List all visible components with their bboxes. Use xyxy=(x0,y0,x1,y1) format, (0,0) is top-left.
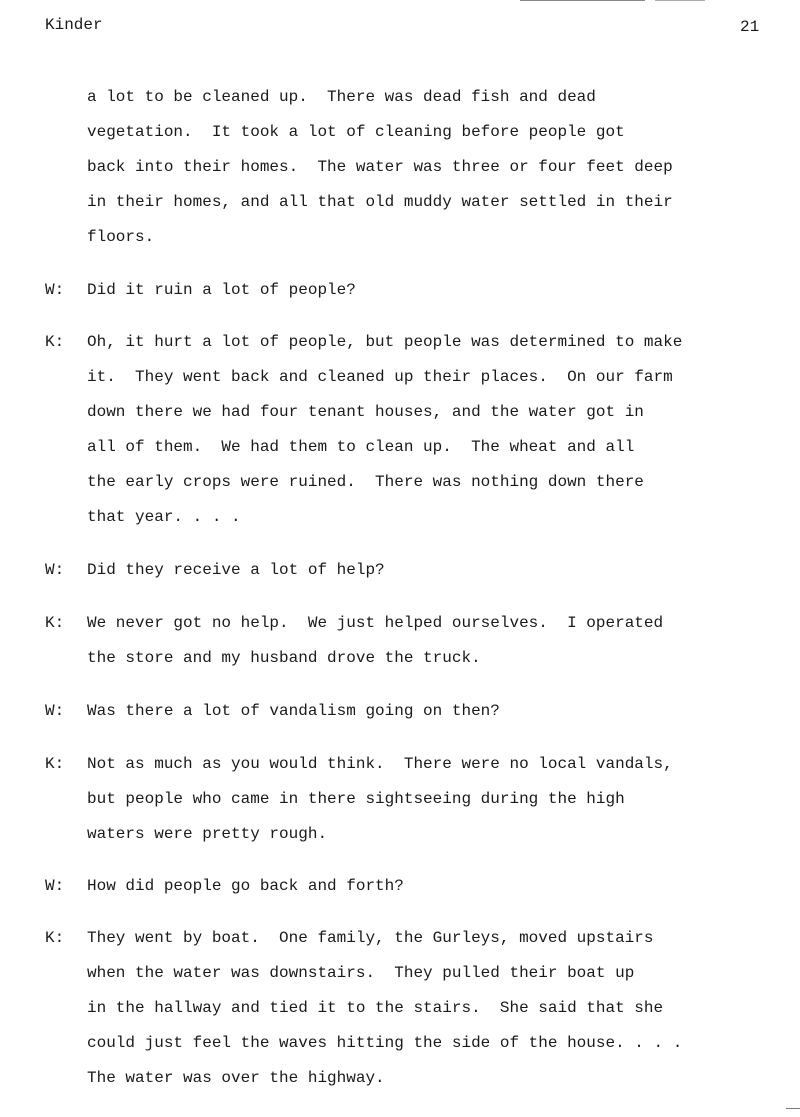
transcript-line: could just feel the waves hitting the side of the house. . . . xyxy=(87,1034,683,1052)
transcript-line: They went by boat. One family, the Gurleys, moved upstairs xyxy=(87,929,654,947)
transcript-line: a lot to be cleaned up. There was dead fish and dead xyxy=(87,88,596,106)
transcript-line: vegetation. It took a lot of cleaning before people got xyxy=(87,123,625,141)
transcript-line: the early crops were ruined. There was nothing down there xyxy=(87,473,644,491)
transcript-line: The water was over the highway. xyxy=(87,1069,385,1087)
speaker-label: W: xyxy=(45,877,65,895)
header-name: Kinder xyxy=(45,16,103,34)
speaker-label: K: xyxy=(45,929,65,947)
speaker-label: W: xyxy=(45,281,65,299)
speaker-label: K: xyxy=(45,333,65,351)
scan-artifact-mark xyxy=(786,1108,800,1109)
speaker-label: K: xyxy=(45,614,65,632)
transcript-line: We never got no help. We just helped ourselves. I operated xyxy=(87,614,664,632)
scan-artifact-line xyxy=(655,0,705,1)
transcript-line: in their homes, and all that old muddy water settled in their xyxy=(87,193,673,211)
transcript-line: the store and my husband drove the truck. xyxy=(87,649,481,667)
transcript-line: Was there a lot of vandalism going on then? xyxy=(87,702,500,720)
speaker-label: W: xyxy=(45,561,65,579)
transcript-line: all of them. We had them to clean up. The wheat and all xyxy=(87,438,635,456)
page-number: 21 xyxy=(740,18,760,36)
transcript-line: How did people go back and forth? xyxy=(87,877,404,895)
transcript-line: when the water was downstairs. They pulled their boat up xyxy=(87,964,635,982)
transcript-line: it. They went back and cleaned up their places. On our farm xyxy=(87,368,673,386)
transcript-line: Oh, it hurt a lot of people, but people was determined to make xyxy=(87,333,683,351)
transcript-line: Not as much as you would think. There were no local vandals, xyxy=(87,755,673,773)
transcript-line: Did it ruin a lot of people? xyxy=(87,281,356,299)
scan-artifact-line xyxy=(520,0,645,1)
speaker-label: K: xyxy=(45,755,65,773)
transcript-line: in the hallway and tied it to the stairs. She said that she xyxy=(87,999,664,1017)
transcript-line: but people who came in there sightseeing during the high xyxy=(87,790,625,808)
transcript-line: that year. . . . xyxy=(87,508,241,526)
speaker-label: W: xyxy=(45,702,65,720)
transcript-line: waters were pretty rough. xyxy=(87,825,328,843)
transcript-line: floors. xyxy=(87,228,155,246)
transcript-line: back into their homes. The water was three or four feet deep xyxy=(87,158,673,176)
transcript-line: Did they receive a lot of help? xyxy=(87,561,385,579)
transcript-line: down there we had four tenant houses, and the water got in xyxy=(87,403,644,421)
